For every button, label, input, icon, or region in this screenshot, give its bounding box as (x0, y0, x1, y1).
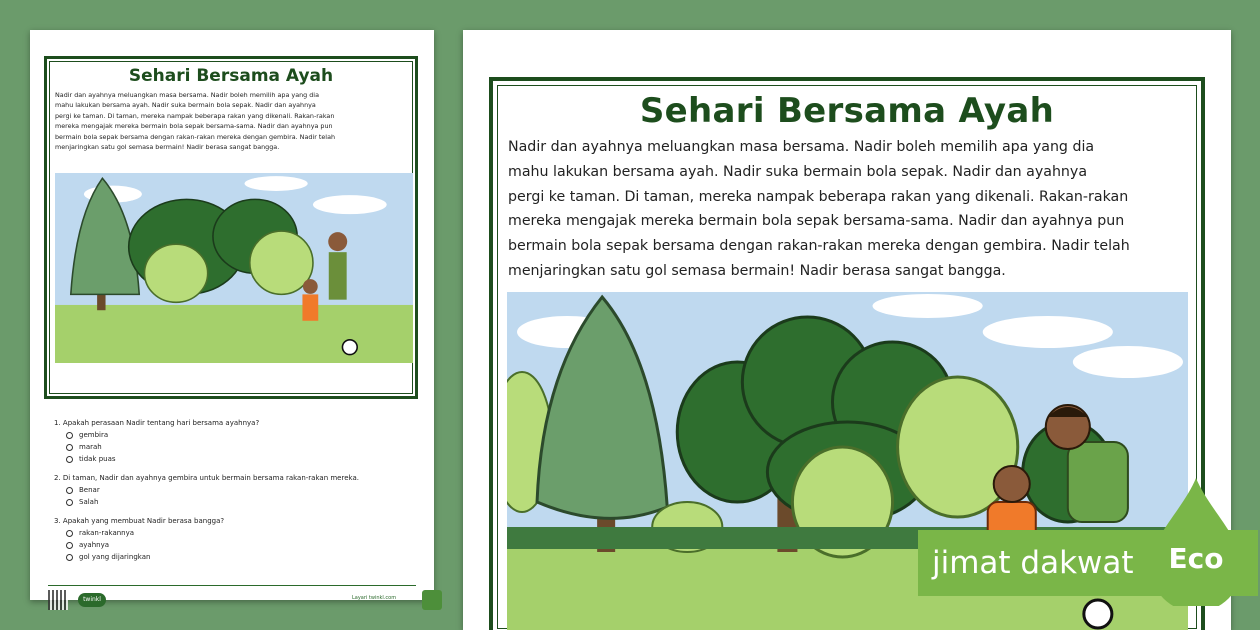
qr-code-icon (48, 590, 68, 610)
story-line: mereka mengajak mereka bermain bola sepak bersama-sama. Nadir dan ayahnya pun (508, 213, 1125, 230)
radio-circle-icon[interactable] (66, 530, 73, 537)
story-text (50, 86, 412, 152)
answer-option[interactable]: gembira (66, 429, 414, 441)
story-line: pergi ke taman. Di taman, mereka nampak beberapa rakan yang dikenali. Rakan-rakan (508, 188, 1129, 205)
story-frame (44, 56, 418, 399)
question-2 (54, 473, 414, 508)
twinkl-logo: twinkl (78, 593, 106, 607)
answer-option[interactable]: rakan-rakannya (66, 527, 414, 539)
eco-logo-icon (422, 590, 442, 610)
question-1 (54, 418, 414, 465)
answer-option[interactable]: marah (66, 441, 414, 453)
footer-link[interactable]: Layari twinkl.com (352, 595, 397, 601)
eco-drop-label: Eco (1168, 542, 1224, 575)
story-line: bermain bola sepak bersama dengan rakan-rakan mereka dengan gembira. Nadir telah (508, 238, 1130, 255)
question-3 (54, 516, 414, 563)
answer-option[interactable]: gol yang dijaringkan (66, 551, 414, 563)
worksheet-title: Sehari Bersama Ayah (128, 66, 334, 86)
story-line: Nadir dan ayahnya meluangkan masa bersama. Nadir boleh memilih apa yang dia (55, 91, 320, 99)
eco-badge-text: jimat dakwat (932, 545, 1134, 581)
radio-circle-icon[interactable] (66, 456, 73, 463)
eco-drop-icon (1146, 478, 1246, 606)
radio-circle-icon[interactable] (66, 432, 73, 439)
eco-badge (918, 530, 1258, 596)
worksheet-thumbnail (30, 30, 434, 603)
story-line: menjaringkan satu gol semasa bermain! Nadir berasa sangat bangga. (508, 262, 1006, 279)
question-text: 1. Apakah perasaan Nadir tentang hari bersama ayahnya? (54, 419, 260, 427)
park-illustration (55, 173, 413, 363)
story-line: pergi ke taman. Di taman, mereka nampak beberapa rakan yang dikenali. Rakan-rakan (55, 111, 335, 120)
radio-circle-icon[interactable] (66, 542, 73, 549)
radio-circle-icon[interactable] (66, 499, 73, 506)
story-text-large (498, 131, 1196, 284)
story-line: menjaringkan satu gol semasa bermain! Nadir berasa sangat bangga. (55, 143, 280, 152)
story-line: mahu lakukan bersama ayah. Nadir suka bermain bola sepak. Nadir dan ayahnya (508, 163, 1088, 180)
footer-divider (48, 585, 416, 586)
question-text: 3. Apakah yang membuat Nadir berasa bangga? (54, 517, 225, 525)
answer-option[interactable]: tidak puas (66, 453, 414, 465)
answer-option[interactable]: Benar (66, 484, 414, 496)
radio-circle-icon[interactable] (66, 554, 73, 561)
radio-circle-icon[interactable] (66, 444, 73, 451)
question-text: 2. Di taman, Nadir dan ayahnya gembira untuk bermain bersama rakan-rakan mereka. (54, 474, 359, 482)
worksheet-title-large: Sehari Bersama Ayah (639, 91, 1055, 131)
story-line: Nadir dan ayahnya meluangkan masa bersama. Nadir boleh memilih apa yang dia (508, 139, 1095, 155)
answer-option[interactable]: ayahnya (66, 539, 414, 551)
questions-section (54, 418, 414, 571)
story-line: mereka mengajak mereka bermain bola sepak bersama-sama. Nadir dan ayahnya pun (55, 122, 333, 131)
story-line: bermain bola sepak bersama dengan rakan-rakan mereka dengan gembira. Nadir telah (55, 132, 336, 141)
story-line: mahu lakukan bersama ayah. Nadir suka bermain bola sepak. Nadir dan ayahnya (55, 101, 316, 110)
radio-circle-icon[interactable] (66, 487, 73, 494)
answer-option[interactable]: Salah (66, 496, 414, 508)
